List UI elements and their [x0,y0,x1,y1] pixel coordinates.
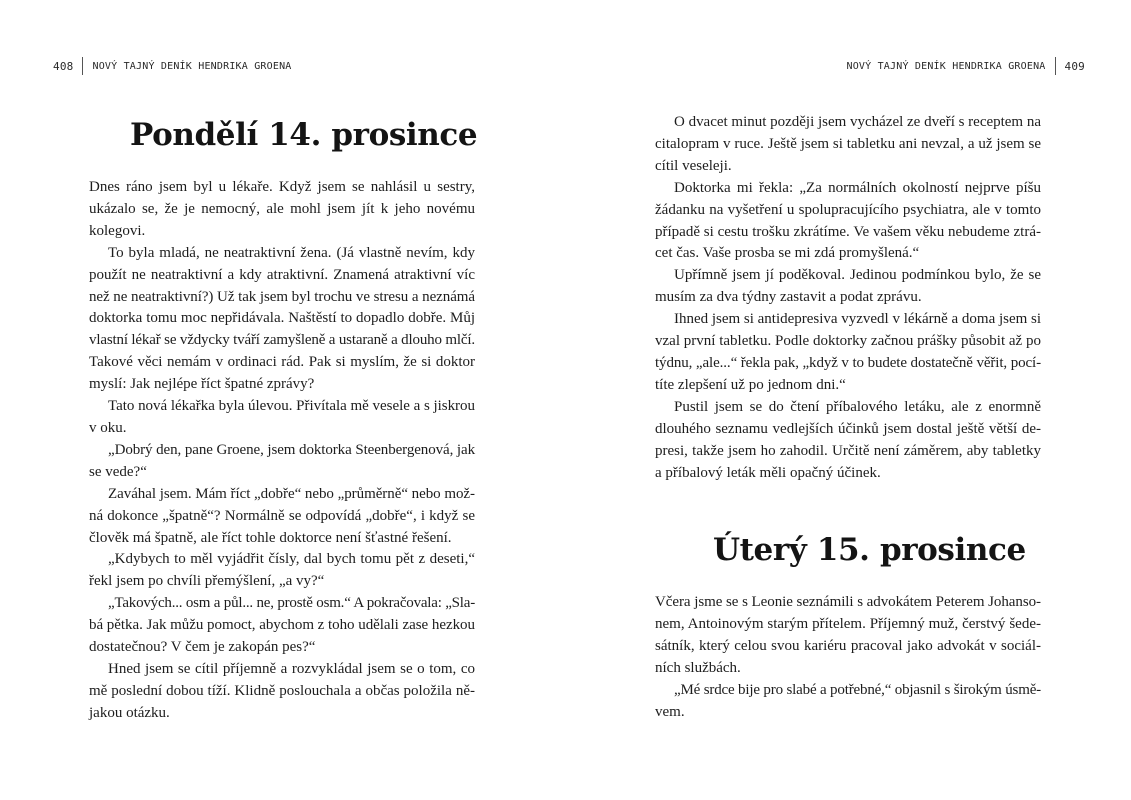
text-line: sátník, který celou svou kariéru pracoval jako advokát v sociál- [655,637,1041,654]
text-line: Zaváhal jsem. Mám říct „dobře“ nebo „průměrně“ nebo mož- [108,485,475,502]
text-line: Takové věci nemám v ordinaci rád. Pak si myslím, že si doktor [89,354,475,371]
text-line: Hned jsem se cítil příjemně a rozvykládal jsem se o tom, co [108,660,475,677]
chapter-heading-tuesday: Úterý 15. prosince [713,532,1026,568]
text-line: presi, takže jsem ho zahodil. Určitě není záměrem, aby tabletky [655,442,1041,459]
text-line: cet čas. Vaše prosba se mi zdá promyšlená.“ [655,245,920,262]
text-line: „Takových... osm a půl... ne, prostě osm.“ A pokračovala: „Sla- [108,595,475,612]
text-line: vlastní lékař se vždycky tváří zamyšleně a ustaraně a dlouho mlčí. [89,332,475,349]
text-line: a příbalový leták měli opačný účinek. [655,464,881,481]
text-line: „Dobrý den, pane Groene, jsem doktorka Steenbergenová, jak [108,441,475,458]
text-line: týdnu, „ale...“ řekla pak, „když v to budete dostatečně věřit, pocí- [655,354,1041,371]
running-head-title-right: NOVÝ TAJNÝ DENÍK HENDRIKA GROENA [846,60,1046,72]
body-text-right-bottom [655,592,1041,723]
running-head-left [53,56,292,76]
text-line: bá pětka. Jak můžu pomoct, abychom z toho udělali zase hezkou [89,617,475,634]
page-number-left: 408 [53,59,74,73]
text-line: „Kdybych to měl vyjádřit čísly, dal bych tomu pět z deseti,“ [108,551,475,568]
text-line: vzal první tabletku. Podle doktorky začnou prášky působit až po [655,333,1041,350]
text-line: ukázalo se, že je nemocný, ale mohl jsem jít k jeho novému [89,200,475,217]
text-line: kolegovi. [89,222,146,239]
text-line: To byla mladá, ne neatraktivní žena. (Já vlastně nevím, kdy [108,244,475,261]
text-line: doktorka tomu moc nepřidávala. Naštěstí to dopadlo dobře. Můj [89,310,475,327]
running-head-title-left: NOVÝ TAJNÝ DENÍK HENDRIKA GROENA [92,60,292,72]
text-line: v oku. [89,419,127,436]
text-line: Tato nová lékařka byla úlevou. Přivítala mě vesele a s jiskrou [108,398,475,415]
header-divider-right [1055,57,1056,75]
text-line: ních službách. [655,659,741,676]
running-head-right [846,56,1085,76]
text-line: títe zlepšení už po jednom dni.“ [655,376,846,393]
text-line: žádanku na vyšetření u spolupracujícího psychiatra, ale v tomto [655,201,1041,218]
text-line: ná dokonce „špatně“? Normálně se odpovídá „dobře“, i když se [89,507,475,524]
text-line: citalopram v ruce. Ještě jsem si tabletku ani nevzal, a už jsem se [655,135,1041,152]
text-line: dostatečnou? V čem je zakopán pes?“ [89,639,316,656]
text-line: dlouhého seznamu vedlejších účinků jsem dostal ještě větší de- [655,420,1041,437]
text-line: mě poslední dobou tíží. Klidně poslouchala a občas položila ně- [89,682,475,699]
chapter-heading-monday: Pondělí 14. prosince [130,117,478,153]
text-line: nem, Antoinovým starým přítelem. Příjemný muž, čerstvý šede- [655,615,1041,632]
text-line: člověk má špatně, ale říct tohle doktorce není šťastné řešení. [89,529,452,546]
text-line: řekl jsem po chvíli přemýšlení, „a vy?“ [89,573,325,590]
text-line: Doktorka mi řekla: „Za normálních okolností nejprve píšu [674,179,1041,196]
text-line: Pustil jsem se do čtení příbalového letáku, ale z enormně [674,398,1041,415]
body-text-right-top [655,112,1041,484]
text-line: cítil veseleji. [655,157,732,174]
text-line: než ne neatraktivní?) Už tak jsem byl trochu ve stresu a neznámá [89,288,475,305]
text-line: použít ne neatraktivní a kdy atraktivní. Znamená atraktivní víc [89,266,475,283]
text-line: Upřímně jsem jí poděkoval. Jedinou podmínkou bylo, že se [674,267,1041,284]
text-line: musím za dva týdny zastavit a podat zprávu. [655,289,922,306]
text-line: myslí: Jak nejlépe říct špatné zprávy? [89,376,315,393]
text-line: případě si cestu trošku zkrátíme. Ve vašem věku nebudeme ztrá- [655,223,1041,240]
right-page [566,0,1131,800]
text-line: Dnes ráno jsem byl u lékaře. Když jsem se nahlásil u sestry, [89,179,475,195]
text-line: vem. [655,703,685,720]
header-divider-left [82,57,83,75]
text-line: „Mé srdce bije pro slabé a potřebné,“ objasnil s širokým úsmě- [674,681,1042,698]
body-text-left [89,177,475,725]
text-line: Ihned jsem si antidepresiva vyzvedl v lékárně a doma jsem si [674,311,1042,328]
text-line: O dvacet minut později jsem vycházel ze dveří s receptem na [674,114,1041,130]
left-page [0,0,565,800]
text-line: Včera jsme se s Leonie seznámili s advokátem Peterem Johanso- [655,594,1041,610]
text-line: jakou otázku. [89,704,170,721]
page-number-right: 409 [1064,59,1085,73]
text-line: se vede?“ [89,463,147,480]
